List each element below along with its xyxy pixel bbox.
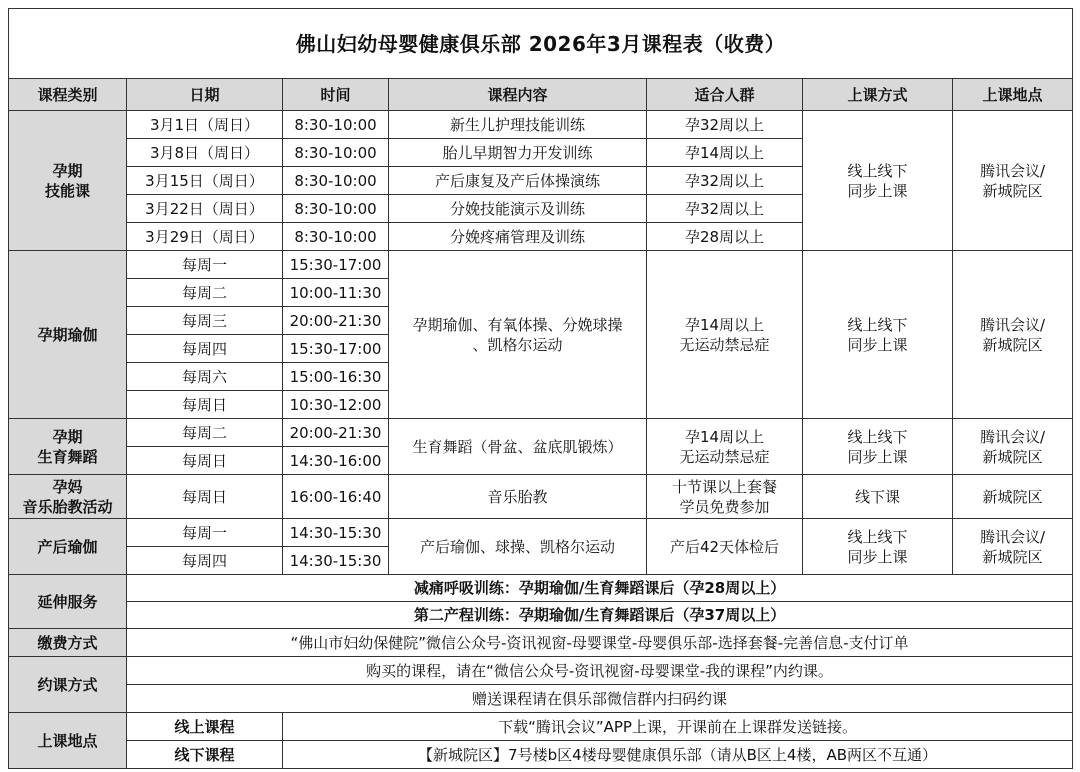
audience-cell: 孕14周以上 无运动禁忌症 (647, 419, 803, 475)
place-cell: 腾讯会议/ 新城院区 (953, 111, 1073, 251)
audience-cell: 孕32周以上 (647, 167, 803, 195)
time-cell: 8:30-10:00 (283, 223, 389, 251)
time-cell: 14:30-15:30 (283, 547, 389, 575)
audience-cell: 孕32周以上 (647, 195, 803, 223)
date-cell: 3月22日（周日） (127, 195, 283, 223)
audience-cell: 孕28周以上 (647, 223, 803, 251)
location-label: 线下课程 (127, 741, 283, 769)
category-postpartum: 产后瑜伽 (9, 519, 127, 575)
category-yoga: 孕期瑜伽 (9, 251, 127, 419)
time-cell: 8:30-10:00 (283, 111, 389, 139)
mode-cell: 线下课 (803, 475, 953, 519)
table-row (9, 602, 1073, 629)
extension-line: 减痛呼吸训练：孕期瑜伽/生育舞蹈课后（孕28周以上） (127, 575, 1073, 602)
table-row (9, 111, 1073, 139)
time-cell: 20:00-21:30 (283, 307, 389, 335)
time-cell: 15:30-17:00 (283, 251, 389, 279)
table-row (9, 713, 1073, 741)
payment-text: “佛山市妇幼保健院”微信公众号-资讯视窗-母婴课堂-母婴俱乐部-选择套餐-完善信息-支付订单 (127, 629, 1073, 657)
date-cell: 每周四 (127, 335, 283, 363)
header-row (9, 79, 1073, 111)
date-cell: 每周日 (127, 391, 283, 419)
time-cell: 8:30-10:00 (283, 139, 389, 167)
mode-cell: 线上线下 同步上课 (803, 419, 953, 475)
location-text: 下载“腾讯会议”APP上课，开课前在上课群发送链接。 (283, 713, 1073, 741)
category-skills: 孕期 技能课 (9, 111, 127, 251)
content-cell: 孕期瑜伽、有氧体操、分娩球操 、凯格尔运动 (389, 251, 647, 419)
header-date: 日期 (127, 79, 283, 111)
booking-line: 赠送课程请在俱乐部微信群内扫码约课 (127, 685, 1073, 713)
date-cell: 每周六 (127, 363, 283, 391)
time-cell: 14:30-15:30 (283, 519, 389, 547)
audience-cell: 孕14周以上 (647, 139, 803, 167)
date-cell: 3月15日（周日） (127, 167, 283, 195)
place-cell: 腾讯会议/ 新城院区 (953, 251, 1073, 419)
table-row (9, 419, 1073, 447)
table-row (9, 575, 1073, 602)
audience-cell: 产后42天体检后 (647, 519, 803, 575)
mode-cell: 线上线下 同步上课 (803, 111, 953, 251)
header-audience: 适合人群 (647, 79, 803, 111)
content-cell: 产后瑜伽、球操、凯格尔运动 (389, 519, 647, 575)
content-cell: 分娩技能演示及训练 (389, 195, 647, 223)
mode-cell: 线上线下 同步上课 (803, 251, 953, 419)
time-cell: 8:30-10:00 (283, 195, 389, 223)
audience-cell: 十节课以上套餐 学员免费参加 (647, 475, 803, 519)
content-cell: 产后康复及产后体操演练 (389, 167, 647, 195)
date-cell: 每周日 (127, 475, 283, 519)
date-cell: 每周二 (127, 279, 283, 307)
audience-cell: 孕32周以上 (647, 111, 803, 139)
place-cell: 腾讯会议/ 新城院区 (953, 419, 1073, 475)
time-cell: 16:00-16:40 (283, 475, 389, 519)
date-cell: 每周三 (127, 307, 283, 335)
time-cell: 15:00-16:30 (283, 363, 389, 391)
header-place: 上课地点 (953, 79, 1073, 111)
header-time: 时间 (283, 79, 389, 111)
category-extension: 延伸服务 (9, 575, 127, 629)
booking-line: 购买的课程，请在“微信公众号-资讯视窗-母婴课堂-我的课程”内约课。 (127, 657, 1073, 685)
table-row (9, 741, 1073, 769)
location-label: 线上课程 (127, 713, 283, 741)
date-cell: 每周一 (127, 519, 283, 547)
category-dance: 孕期 生育舞蹈 (9, 419, 127, 475)
category-booking: 约课方式 (9, 657, 127, 713)
time-cell: 8:30-10:00 (283, 167, 389, 195)
table-row (9, 629, 1073, 657)
time-cell: 20:00-21:30 (283, 419, 389, 447)
location-text: 【新城院区】7号楼b区4楼母婴健康俱乐部（请从B区上4楼，AB两区不互通） (283, 741, 1073, 769)
page-title: 佛山妇幼母婴健康俱乐部 2026年3月课程表（收费） (9, 9, 1073, 79)
content-cell: 新生儿护理技能训练 (389, 111, 647, 139)
table-row (9, 657, 1073, 685)
date-cell: 每周四 (127, 547, 283, 575)
place-cell: 新城院区 (953, 475, 1073, 519)
header-category: 课程类别 (9, 79, 127, 111)
time-cell: 15:30-17:00 (283, 335, 389, 363)
header-mode: 上课方式 (803, 79, 953, 111)
place-cell: 腾讯会议/ 新城院区 (953, 519, 1073, 575)
date-cell: 3月1日（周日） (127, 111, 283, 139)
date-cell: 3月8日（周日） (127, 139, 283, 167)
time-cell: 10:00-11:30 (283, 279, 389, 307)
content-cell: 生育舞蹈（骨盆、盆底肌锻炼） (389, 419, 647, 475)
audience-cell: 孕14周以上 无运动禁忌症 (647, 251, 803, 419)
time-cell: 10:30-12:00 (283, 391, 389, 419)
extension-line: 第二产程训练：孕期瑜伽/生育舞蹈课后（孕37周以上） (127, 602, 1073, 629)
table-row (9, 685, 1073, 713)
category-payment: 缴费方式 (9, 629, 127, 657)
table-row (9, 251, 1073, 279)
content-cell: 分娩疼痛管理及训练 (389, 223, 647, 251)
header-content: 课程内容 (389, 79, 647, 111)
content-cell: 音乐胎教 (389, 475, 647, 519)
time-cell: 14:30-16:00 (283, 447, 389, 475)
date-cell: 每周日 (127, 447, 283, 475)
content-cell: 胎儿早期智力开发训练 (389, 139, 647, 167)
date-cell: 3月29日（周日） (127, 223, 283, 251)
category-music: 孕妈 音乐胎教活动 (9, 475, 127, 519)
date-cell: 每周二 (127, 419, 283, 447)
date-cell: 每周一 (127, 251, 283, 279)
course-schedule-table (8, 8, 1073, 769)
table-row (9, 519, 1073, 547)
category-location: 上课地点 (9, 713, 127, 769)
mode-cell: 线上线下 同步上课 (803, 519, 953, 575)
table-row (9, 475, 1073, 519)
